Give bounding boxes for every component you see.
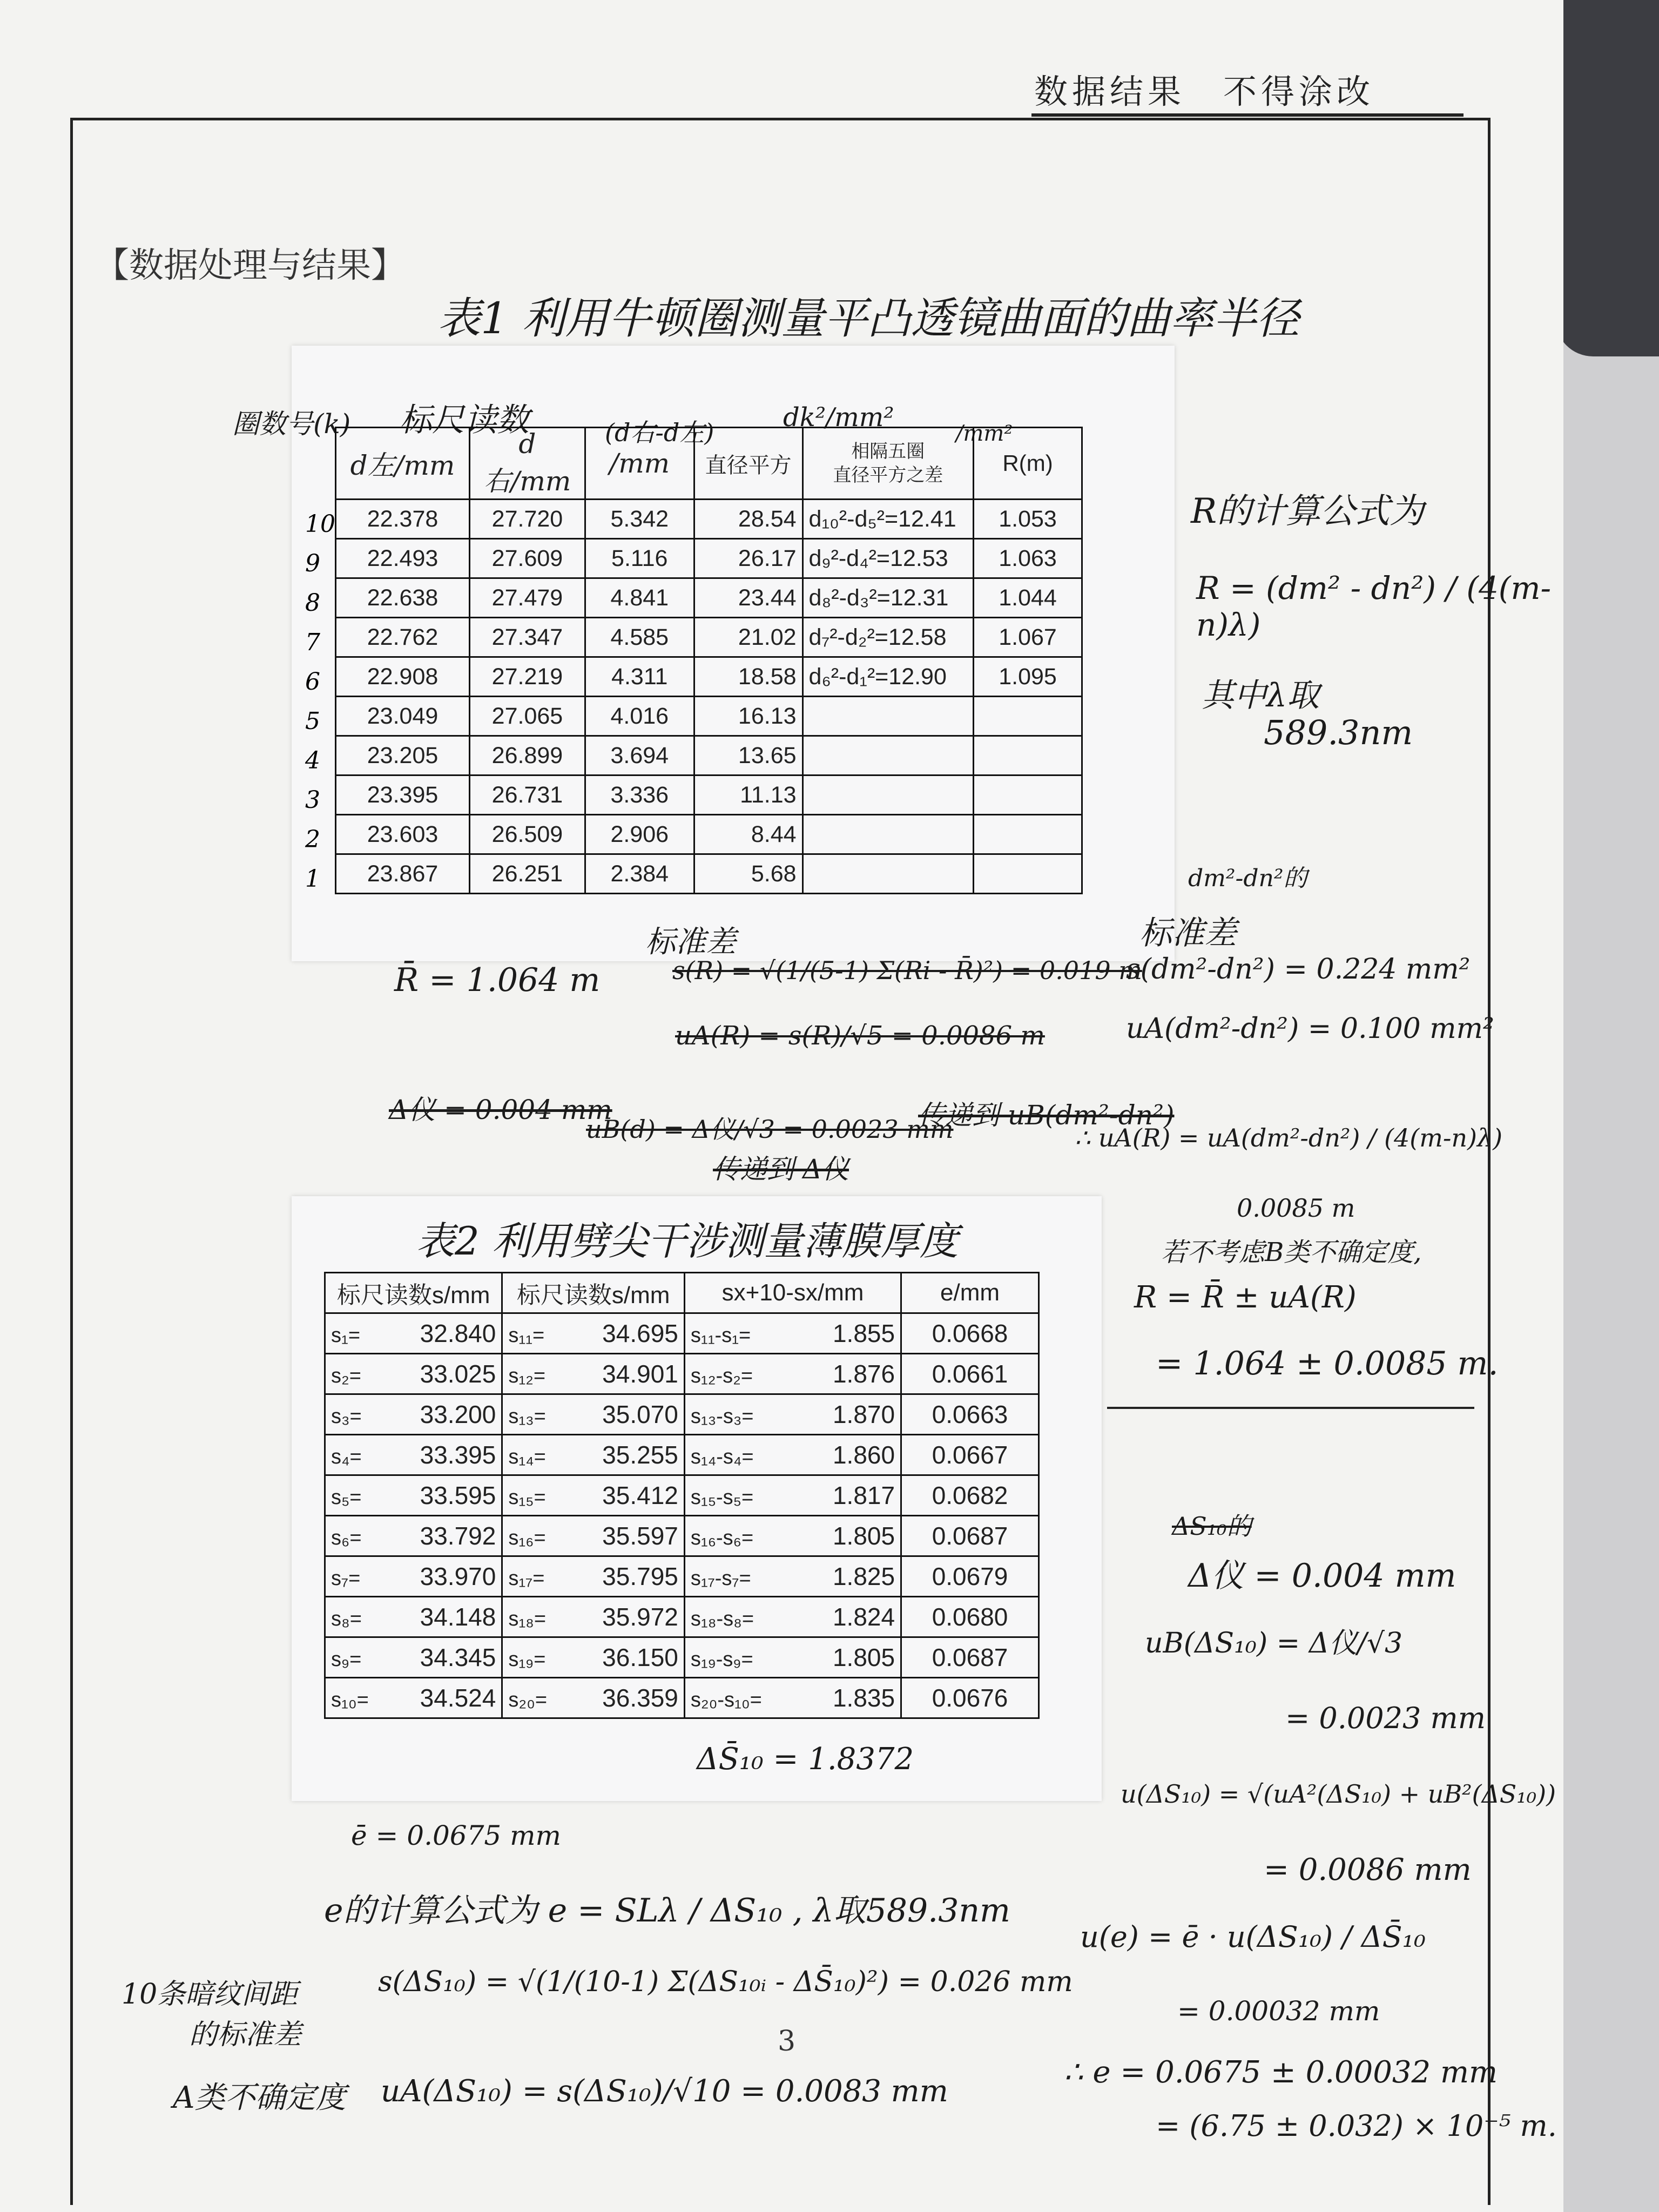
t2-cell-diff xyxy=(684,1556,901,1597)
t1-cell-right: 27.479 xyxy=(470,578,585,618)
t2-cell-diff xyxy=(684,1354,901,1394)
t1-col-right: d右/mm xyxy=(470,428,585,500)
t1-cell-left: 23.205 xyxy=(336,736,470,775)
ua-value: uA(dm²-dn²) = 0.100 mm² xyxy=(1126,1013,1494,1045)
t1-cell-R: 1.044 xyxy=(974,578,1082,618)
t1-cell-right: 27.347 xyxy=(470,618,585,657)
page-number: 3 xyxy=(778,2025,796,2058)
t2-cell-diff xyxy=(684,1435,901,1475)
t2-cell-diff xyxy=(684,1475,901,1516)
table1-row xyxy=(336,775,1082,815)
t2-col4: e/mm xyxy=(901,1273,1039,1313)
t1-group-circle: 圈数号(k) xyxy=(232,408,351,440)
t1-cell-right: 27.219 xyxy=(470,657,585,697)
t1-cell-right: 26.251 xyxy=(470,854,585,894)
t2-cell-s10-label: s₂₀= xyxy=(508,1689,548,1711)
conclusion-2: R = R̄ ± uA(R) xyxy=(1134,1280,1357,1315)
t1-circle-number: 1 xyxy=(305,865,320,893)
t2-cell-s10 xyxy=(502,1313,685,1354)
lambda-label: 其中λ取 xyxy=(1202,677,1320,714)
t2-cell-e: 0.0676 xyxy=(901,1678,1039,1718)
t2-cell-s xyxy=(325,1313,502,1354)
t1-cell-diam: 5.116 xyxy=(585,539,694,578)
pass-to-1: 传递到 uB(dm²-dn²) xyxy=(918,1100,1175,1131)
t2-cell-s-label: s₆= xyxy=(331,1527,362,1549)
t1-group-sq-unit: dk²/mm² xyxy=(783,402,894,433)
t2-cell-s10-label: s₁₁= xyxy=(508,1324,545,1347)
t2-cell-s xyxy=(325,1597,502,1637)
t1-cell-diff xyxy=(802,854,974,894)
t2-cell-s-value: 34.524 xyxy=(420,1684,496,1712)
t2-cell-diff-value: 1.870 xyxy=(832,1400,895,1428)
t2-cell-s xyxy=(325,1637,502,1678)
t1-cell-diam: 2.384 xyxy=(585,854,694,894)
t2-cell-s xyxy=(325,1556,502,1597)
t2-cell-s-value: 33.025 xyxy=(420,1360,496,1388)
t2-cell-s10 xyxy=(502,1516,685,1556)
t2-cell-s-value: 33.395 xyxy=(420,1441,496,1469)
t1-cell-right: 26.899 xyxy=(470,736,585,775)
t1-circle-number: 8 xyxy=(305,589,320,617)
t2-cell-s-value: 33.595 xyxy=(420,1481,496,1509)
t2-cell-e: 0.0667 xyxy=(901,1435,1039,1475)
t2-cell-s10-label: s₁₂= xyxy=(508,1365,546,1387)
uaR-formula: ∴ uA(R) = uA(dm²-dn²) / (4(m-n)λ) xyxy=(1075,1123,1503,1152)
t1-cell-sq: 28.54 xyxy=(694,500,802,539)
t2-cell-s-label: s₈= xyxy=(331,1608,362,1630)
t2-cell-diff-label: s₁₃-s₃= xyxy=(690,1405,754,1428)
t1-cell-sq: 11.13 xyxy=(694,775,802,815)
t2-cell-s10-value: 36.150 xyxy=(602,1643,678,1671)
t1-cell-diff: d₉²-d₄²=12.53 xyxy=(802,539,974,578)
t2-cell-s-label: s₄= xyxy=(331,1446,362,1468)
t1-cell-diff: d₁₀²-d₅²=12.41 xyxy=(802,500,974,539)
table2-title: 表2 利用劈尖干涉测量薄膜厚度 xyxy=(416,1218,959,1264)
t1-col-diam: /mm xyxy=(585,428,694,500)
t1-cell-diam: 4.311 xyxy=(585,657,694,697)
t1-cell-diff: d₇²-d₂²=12.58 xyxy=(802,618,974,657)
t1-cell-diam: 3.336 xyxy=(585,775,694,815)
t2-cell-diff-value: 1.824 xyxy=(832,1603,895,1631)
ua-ds10: uA(ΔS₁₀) = s(ΔS₁₀)/√10 = 0.0083 mm xyxy=(381,2074,948,2109)
t1-cell-left: 22.762 xyxy=(336,618,470,657)
t1-cell-diam: 4.841 xyxy=(585,578,694,618)
t2-cell-s xyxy=(325,1678,502,1718)
t1-cell-diff xyxy=(802,815,974,854)
t1-col-diff xyxy=(802,428,974,500)
t1-circle-number: 7 xyxy=(305,629,320,656)
delta-instrument: Δ仪 = 0.004 mm xyxy=(389,1094,612,1125)
t2-cell-diff-value: 1.860 xyxy=(832,1441,895,1469)
t2-cell-diff-label: s₁₂-s₂= xyxy=(690,1365,753,1387)
t2-cell-s10-label: s₁₃= xyxy=(508,1405,546,1428)
t2-cell-s10 xyxy=(502,1475,685,1516)
e-ub: uB(ΔS₁₀) = Δ仪/√3 xyxy=(1145,1627,1403,1660)
t2-cell-s10-value: 35.070 xyxy=(602,1400,678,1428)
t1-col-left: d左/mm xyxy=(336,428,470,500)
t2-cell-diff xyxy=(684,1597,901,1637)
t1-cell-left: 23.603 xyxy=(336,815,470,854)
t1-cell-diff xyxy=(802,736,974,775)
t2-cell-s-label: s₇= xyxy=(331,1567,361,1590)
e-u-value: = 0.0086 mm xyxy=(1264,1852,1472,1887)
t2-cell-s10 xyxy=(502,1597,685,1637)
t1-col-R: R(m) xyxy=(974,428,1082,500)
t2-cell-s10-label: s₁₄= xyxy=(508,1446,546,1468)
t2-cell-diff-value: 1.835 xyxy=(832,1684,895,1712)
header-underline xyxy=(1031,113,1464,117)
r-formula: R = (dm² - dn²) / (4(m-n)λ) xyxy=(1196,570,1552,643)
t1-cell-diff: d₈²-d₃²=12.31 xyxy=(802,578,974,618)
t1-cell-right: 26.509 xyxy=(470,815,585,854)
mean-e: ē = 0.0675 mm xyxy=(351,1820,561,1851)
e-ub-value: = 0.0023 mm xyxy=(1285,1701,1486,1735)
e-result-1: ∴ e = 0.0675 ± 0.00032 mm xyxy=(1064,2055,1498,2090)
t2-cell-s-label: s₅= xyxy=(331,1486,362,1509)
table2 xyxy=(324,1272,1040,1719)
side-note-2: 的标准差 xyxy=(189,2019,302,2051)
t1-cell-sq: 18.58 xyxy=(694,657,802,697)
t2-cell-e: 0.0679 xyxy=(901,1556,1039,1597)
t2-cell-s-label: s₂= xyxy=(331,1365,361,1387)
t2-cell-s10-value: 35.972 xyxy=(602,1603,678,1631)
table1-row xyxy=(336,578,1082,618)
a-uncertainty-label: A类不确定度 xyxy=(173,2080,346,2115)
t2-cell-s10-value: 35.597 xyxy=(602,1522,678,1550)
t2-cell-s-value: 33.970 xyxy=(420,1562,496,1590)
t2-cell-s10 xyxy=(502,1354,685,1394)
sdR: s(R) = √(1/(5-1) Σ(Ri - R̄)²) = 0.019 m xyxy=(672,956,1142,985)
t1-circle-number: 10 xyxy=(305,510,335,538)
t2-cell-s10 xyxy=(502,1678,685,1718)
t2-cell-s10-value: 36.359 xyxy=(602,1684,678,1712)
t2-cell-e: 0.0663 xyxy=(901,1394,1039,1435)
table1-row xyxy=(336,736,1082,775)
t1-cell-diff xyxy=(802,697,974,736)
t2-cell-diff-value: 1.805 xyxy=(832,1643,895,1671)
e-delta: Δ仪 = 0.004 mm xyxy=(1188,1557,1456,1595)
t1-cell-right: 27.609 xyxy=(470,539,585,578)
t1-cell-sq: 8.44 xyxy=(694,815,802,854)
conclusion-3: = 1.064 ± 0.0085 m. xyxy=(1156,1345,1499,1382)
t1-circle-number: 6 xyxy=(305,668,320,696)
table1-row xyxy=(336,657,1082,697)
t1-group-reading: 标尺读数 xyxy=(400,401,529,439)
uaR: uA(R) = s(R)/√5 = 0.0086 m xyxy=(675,1021,1045,1051)
t1-circle-number: 4 xyxy=(305,747,320,774)
right-divider xyxy=(1107,1407,1474,1409)
t2-cell-s-label: s₁₀= xyxy=(331,1689,369,1711)
t2-cell-e: 0.0668 xyxy=(901,1313,1039,1354)
t2-col1: 标尺读数s/mm xyxy=(325,1273,502,1313)
t1-cell-R xyxy=(974,736,1082,775)
s-formula: s(ΔS₁₀) = √(1/(10-1) Σ(ΔS₁₀ᵢ - ΔS̄₁₀)²) = 0.026 mm xyxy=(378,1966,1073,1998)
t2-cell-diff-label: s₁₇-s₇= xyxy=(690,1567,751,1590)
t2-cell-diff-label: s₁₄-s₄= xyxy=(690,1446,754,1468)
t1-cell-sq: 16.13 xyxy=(694,697,802,736)
header-stamp: 数据结果 不得涂改 xyxy=(1034,72,1375,111)
t1-cell-left: 22.638 xyxy=(336,578,470,618)
e-formula: e的计算公式为 e = SLλ / ΔS₁₀ , λ取589.3nm xyxy=(324,1892,1010,1930)
t2-cell-diff xyxy=(684,1313,901,1354)
t2-cell-s-value: 34.148 xyxy=(420,1603,496,1631)
t2-col2: 标尺读数s/mm xyxy=(502,1273,685,1313)
t2-cell-s10 xyxy=(502,1394,685,1435)
table1-row xyxy=(336,618,1082,657)
t2-cell-s10-label: s₁₆= xyxy=(508,1527,546,1549)
t2-cell-diff-label: s₂₀-s₁₀= xyxy=(690,1689,762,1711)
t2-cell-s-label: s₃= xyxy=(331,1405,362,1428)
pass-to-2: 传递到 Δ仪 xyxy=(713,1154,849,1185)
table2-row xyxy=(325,1678,1039,1718)
t2-cell-s10-label: s₁₈= xyxy=(508,1608,547,1630)
t2-cell-diff-value: 1.855 xyxy=(832,1319,895,1347)
t1-circle-number: 9 xyxy=(305,550,320,577)
table2-row xyxy=(325,1556,1039,1597)
t2-cell-s xyxy=(325,1435,502,1475)
e-result-2: = (6.75 ± 0.032) × 10⁻⁵ m. xyxy=(1156,2109,1557,2143)
t1-cell-R xyxy=(974,854,1082,894)
e-u: u(ΔS₁₀) = √(uA²(ΔS₁₀) + uB²(ΔS₁₀)) xyxy=(1121,1779,1556,1809)
t1-col-diff-line2: 直径平方之差 xyxy=(833,465,943,485)
t1-circle-number: 3 xyxy=(305,786,320,814)
t2-cell-s10-value: 35.795 xyxy=(602,1562,678,1590)
t1-cell-left: 22.378 xyxy=(336,500,470,539)
t2-cell-e: 0.0680 xyxy=(901,1597,1039,1637)
table2-row xyxy=(325,1313,1039,1354)
sd-title-2: 标准差 xyxy=(1139,914,1237,952)
t2-cell-diff-label: s₁₅-s₅= xyxy=(690,1486,754,1509)
t2-cell-diff-value: 1.817 xyxy=(832,1481,895,1509)
t1-cell-left: 23.867 xyxy=(336,854,470,894)
table1-row xyxy=(336,815,1082,854)
e-struck: ΔS₁₀的 xyxy=(1172,1512,1252,1541)
t2-cell-s10 xyxy=(502,1556,685,1597)
t1-cell-sq: 5.68 xyxy=(694,854,802,894)
t1-cell-left: 23.395 xyxy=(336,775,470,815)
t1-cell-R xyxy=(974,775,1082,815)
t1-cell-diam: 5.342 xyxy=(585,500,694,539)
t2-cell-diff-label: s₁₉-s₉= xyxy=(690,1648,753,1671)
t1-cell-diam: 4.016 xyxy=(585,697,694,736)
t2-cell-s xyxy=(325,1475,502,1516)
t1-cell-left: 23.049 xyxy=(336,697,470,736)
lambda-value: 589.3nm xyxy=(1264,713,1413,752)
t1-cell-R: 1.067 xyxy=(974,618,1082,657)
t2-cell-s xyxy=(325,1394,502,1435)
t2-cell-diff-label: s₁₈-s₈= xyxy=(690,1608,754,1630)
t2-cell-diff-value: 1.876 xyxy=(832,1360,895,1388)
ub-d: uB(d) = Δ仪/√3 = 0.0023 mm xyxy=(586,1115,954,1144)
t2-cell-diff-value: 1.805 xyxy=(832,1522,895,1550)
t2-cell-s xyxy=(325,1354,502,1394)
t1-cell-R xyxy=(974,697,1082,736)
t2-cell-diff xyxy=(684,1637,901,1678)
table1-row xyxy=(336,854,1082,894)
table1-row xyxy=(336,500,1082,539)
t1-circle-number: 5 xyxy=(305,707,320,735)
t2-cell-e: 0.0682 xyxy=(901,1475,1039,1516)
t1-circle-number: 2 xyxy=(305,826,320,853)
table1-row xyxy=(336,539,1082,578)
t1-cell-R: 1.053 xyxy=(974,500,1082,539)
t2-cell-diff xyxy=(684,1678,901,1718)
t1-cell-diam: 3.694 xyxy=(585,736,694,775)
table2-row xyxy=(325,1475,1039,1516)
table2-row xyxy=(325,1516,1039,1556)
t2-cell-s10 xyxy=(502,1637,685,1678)
table1-title: 表1 利用牛顿圈测量平凸透镜曲面的曲率半径 xyxy=(437,293,1300,343)
t1-diff-unit: /mm² xyxy=(956,421,1013,446)
table2-row xyxy=(325,1394,1039,1435)
t1-cell-R: 1.095 xyxy=(974,657,1082,697)
e-ue-value: = 0.00032 mm xyxy=(1177,1995,1380,2027)
mean-R: R̄ = 1.064 m xyxy=(394,961,601,999)
table1-row xyxy=(336,697,1082,736)
sd-label: 标准差 xyxy=(645,925,736,960)
t1-cell-diam: 4.585 xyxy=(585,618,694,657)
t2-col3: sx+10-sx/mm xyxy=(684,1273,901,1313)
table1 xyxy=(335,427,1083,894)
t1-col-diff-line1: 相隔五圈 xyxy=(851,441,925,462)
t2-cell-e: 0.0687 xyxy=(901,1516,1039,1556)
table2-row xyxy=(325,1637,1039,1678)
t1-group-dd: (d右-d左) xyxy=(605,418,714,447)
t2-cell-s-label: s₉= xyxy=(331,1648,362,1671)
t1-cell-left: 22.908 xyxy=(336,657,470,697)
conclusion-1: 若不考虑B类不确定度, xyxy=(1161,1237,1422,1267)
t1-col-sq: 直径平方 xyxy=(694,428,802,500)
table2-row xyxy=(325,1435,1039,1475)
t2-cell-s10-label: s₁₅= xyxy=(508,1486,546,1509)
t2-cell-s-value: 33.200 xyxy=(420,1400,496,1428)
t2-cell-s10-label: s₁₇= xyxy=(508,1567,545,1590)
sd-value: s(dm²-dn²) = 0.224 mm² xyxy=(1126,953,1471,986)
t1-cell-diff xyxy=(802,775,974,815)
sd-title-1: dm²-dn²的 xyxy=(1188,865,1307,892)
uaR-value: 0.0085 m xyxy=(1237,1193,1355,1223)
t2-cell-diff-value: 1.825 xyxy=(832,1562,895,1590)
t1-cell-sq: 13.65 xyxy=(694,736,802,775)
t2-cell-e: 0.0687 xyxy=(901,1637,1039,1678)
t2-cell-s-value: 33.792 xyxy=(420,1522,496,1550)
e-ue: u(e) = ē · u(ΔS₁₀) / ΔS̄₁₀ xyxy=(1080,1920,1426,1954)
t1-cell-diam: 2.906 xyxy=(585,815,694,854)
t2-cell-diff xyxy=(684,1516,901,1556)
section-title: 【数据处理与结果】 xyxy=(95,246,406,286)
t2-cell-s10-value: 34.901 xyxy=(602,1360,678,1388)
table2-row xyxy=(325,1354,1039,1394)
t2-cell-s10 xyxy=(502,1435,685,1475)
t1-cell-sq: 23.44 xyxy=(694,578,802,618)
t2-cell-e: 0.0661 xyxy=(901,1354,1039,1394)
t2-cell-diff-label: s₁₁-s₁= xyxy=(690,1324,751,1347)
r-formula-label: R的计算公式为 xyxy=(1191,491,1425,531)
t1-cell-sq: 21.02 xyxy=(694,618,802,657)
t1-cell-right: 27.065 xyxy=(470,697,585,736)
mean-ds10: ΔS̄₁₀ = 1.8372 xyxy=(697,1742,914,1777)
t1-cell-R xyxy=(974,815,1082,854)
t2-cell-s10-value: 35.412 xyxy=(602,1481,678,1509)
background-device xyxy=(1555,0,1659,356)
t2-cell-s xyxy=(325,1516,502,1556)
table2-row xyxy=(325,1597,1039,1637)
t2-cell-diff-label: s₁₆-s₆= xyxy=(690,1527,754,1549)
table2-header-row xyxy=(325,1273,1039,1313)
t1-cell-R: 1.063 xyxy=(974,539,1082,578)
t1-cell-diff: d₆²-d₁²=12.90 xyxy=(802,657,974,697)
t1-cell-left: 22.493 xyxy=(336,539,470,578)
t2-cell-s-label: s₁= xyxy=(331,1324,361,1347)
t2-cell-s10-label: s₁₉= xyxy=(508,1648,546,1671)
t2-cell-s-value: 32.840 xyxy=(420,1319,496,1347)
table1-header-row xyxy=(336,428,1082,500)
t2-cell-s10-value: 34.695 xyxy=(602,1319,678,1347)
t1-cell-right: 26.731 xyxy=(470,775,585,815)
t2-cell-s10-value: 35.255 xyxy=(602,1441,678,1469)
t1-cell-sq: 26.17 xyxy=(694,539,802,578)
t1-cell-right: 27.720 xyxy=(470,500,585,539)
t2-cell-s-value: 34.345 xyxy=(420,1643,496,1671)
side-note-1: 10条暗纹间距 xyxy=(122,1978,298,2011)
t2-cell-diff xyxy=(684,1394,901,1435)
